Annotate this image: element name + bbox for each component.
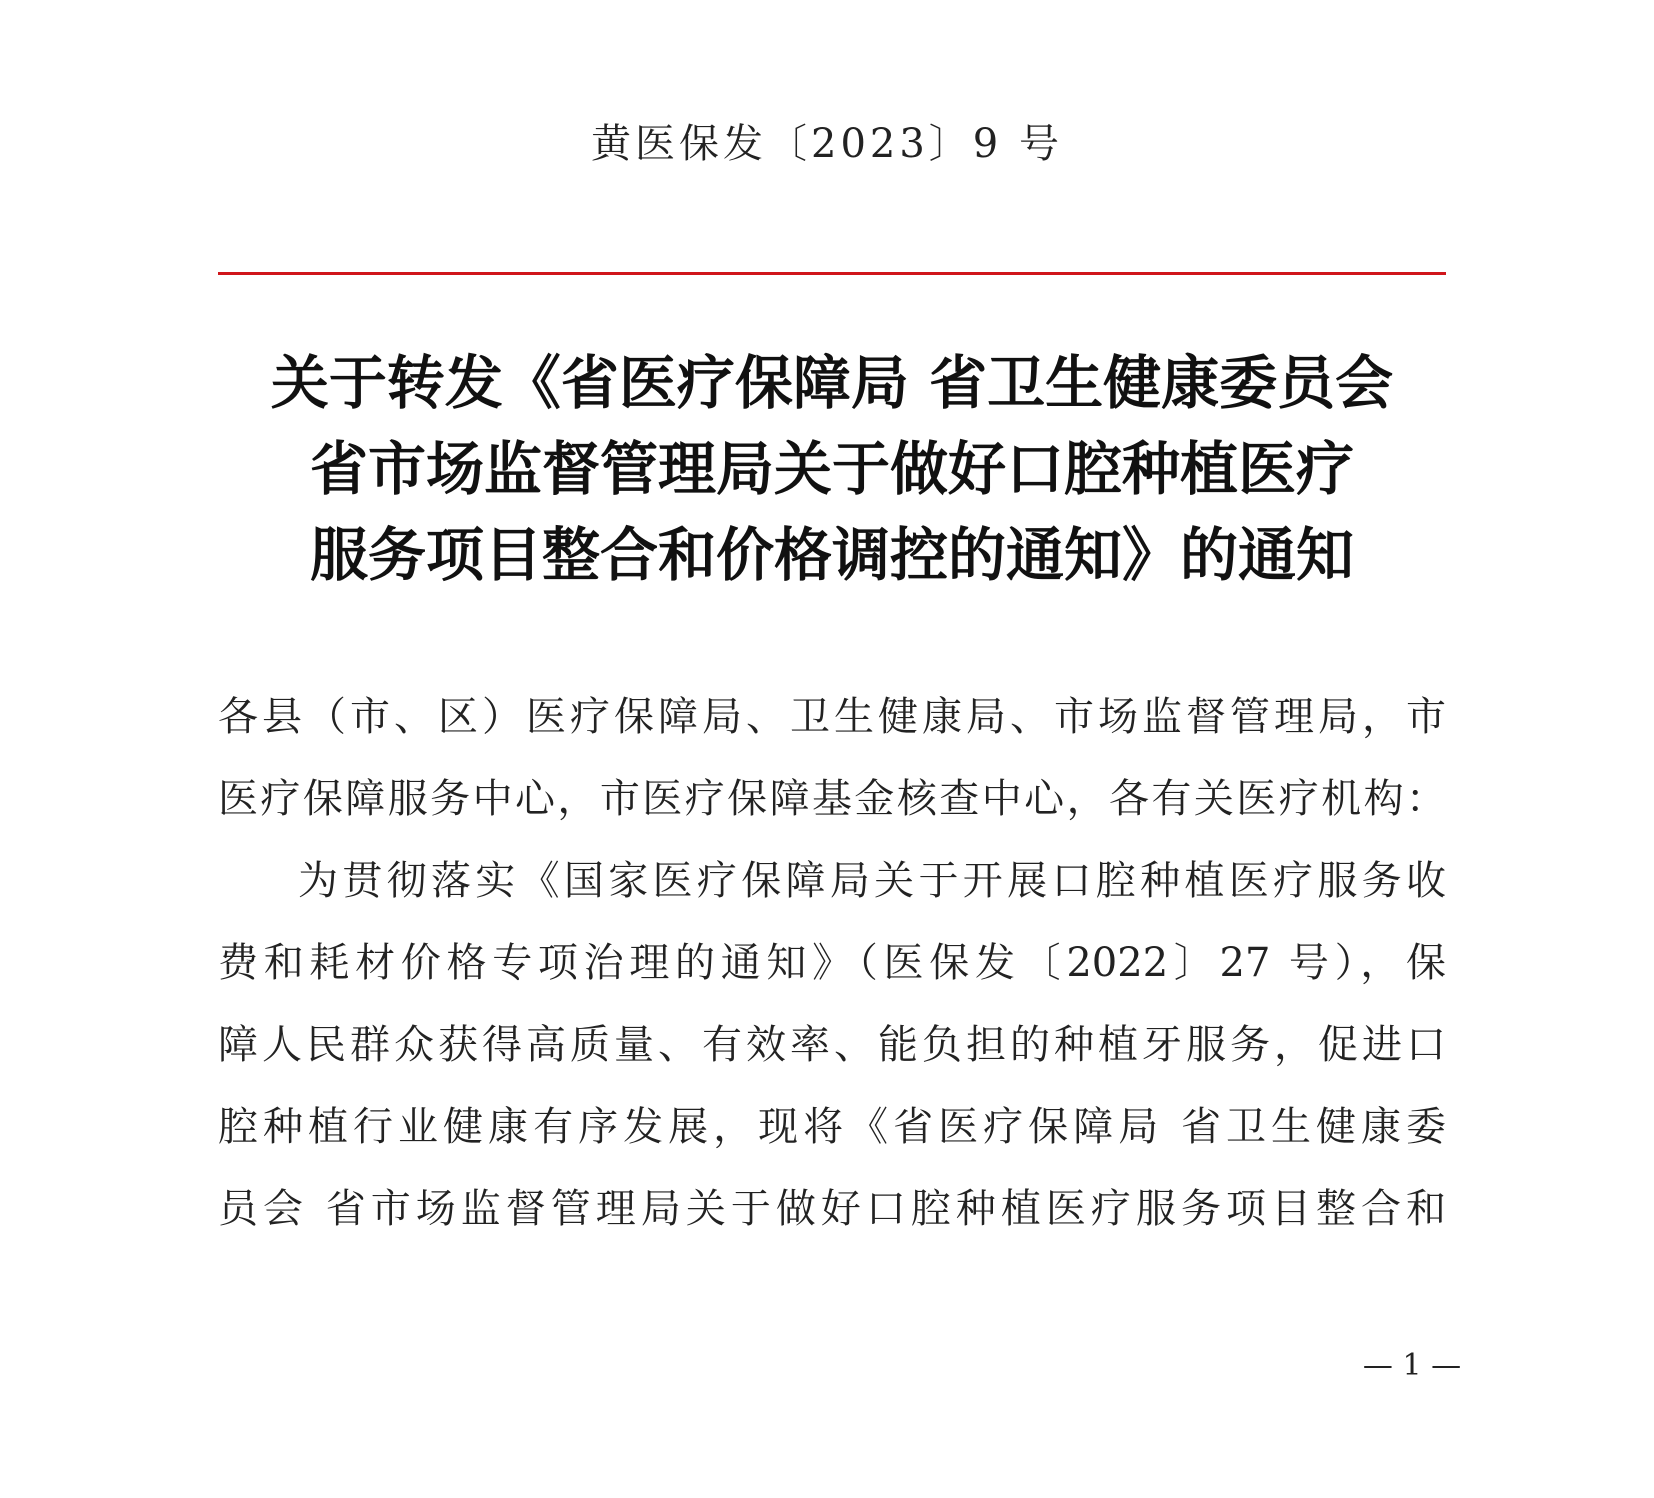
document-title	[218, 340, 1446, 598]
title-line-2: 省市场监督管理局关于做好口腔种植医疗	[309, 435, 1354, 503]
body-line-5: 障人民群众获得高质量、有效率、能负担的种植牙服务，促进口	[218, 1022, 1446, 1068]
document-body	[218, 676, 1446, 1250]
body-line-3: 为贯彻落实《国家医疗保障局关于开展口腔种植医疗服务收	[298, 858, 1446, 904]
body-line-6: 腔种植行业健康有序发展，现将《省医疗保障局 省卫生健康委	[218, 1104, 1446, 1150]
title-line-1: 关于转发《省医疗保障局 省卫生健康委员会	[270, 349, 1394, 417]
body-line-1: 各县（市、区）医疗保障局、卫生健康局、市场监督管理局，市	[218, 694, 1446, 740]
page-number: — 1 —	[1362, 1348, 1462, 1383]
body-line-2: 医疗保障服务中心，市医疗保障基金核查中心，各有关医疗机构：	[218, 776, 1446, 822]
title-line-3: 服务项目整合和价格调控的通知》的通知	[309, 521, 1354, 589]
document-number: 黄医保发〔2023〕9 号	[591, 121, 1063, 167]
red-header-rule	[218, 272, 1446, 275]
body-line-4: 费和耗材价格专项治理的通知》（医保发〔2022〕27 号），保	[218, 940, 1446, 986]
body-line-7: 员会 省市场监督管理局关于做好口腔种植医疗服务项目整合和	[218, 1186, 1446, 1232]
